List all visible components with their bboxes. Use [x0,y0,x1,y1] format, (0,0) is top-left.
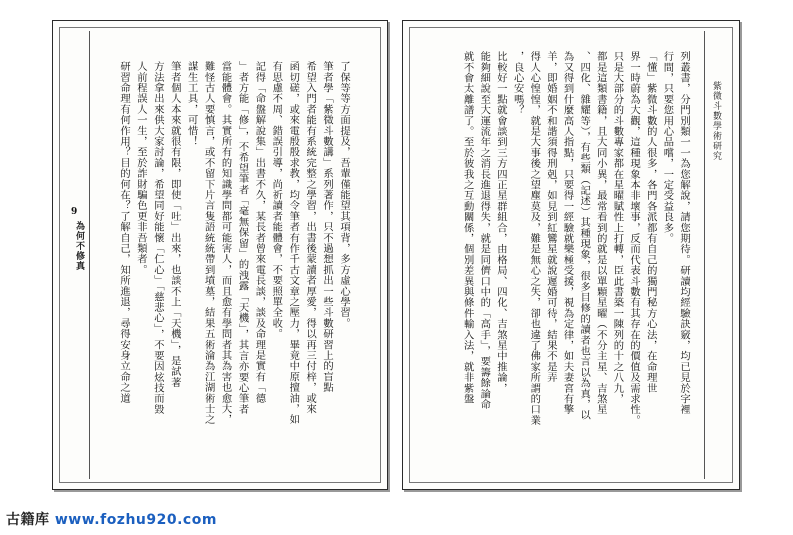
text-column: 列叢書，分門別類一一為您解說，請您期待。研讀均經驗訣竅，均已見於字裡 [678,51,690,415]
text-column: 函切磋，或來電殷殷求教，均令筆者有作千古文章之壓力，畢竟中原擅油，如 [287,61,300,425]
text-column: 界一時蔚為大觀，這種現象本非壞事，反而代表斗數有其存在的價值及需求性。 [628,51,641,426]
site-watermark [6,509,217,529]
text-column: 「懂」紫微斗數的人很多，各門各派都有自己的獨門秘方心法，在命理世 [644,51,657,394]
right-page [402,20,740,490]
text-column: 羊，即婚姻不和諧須得刑剋，如見到紅鸞星就說遲婚可待，結果不是弄 [544,51,557,383]
text-column: 當能體會。其實所有的知識學問都可能害人，而且愈有學問者其為害也愈大， [219,61,232,425]
text-column: 方法拿出來供大家討論，希望同好能懷「仁心」「慈悲心」，不要因炫技而毀 [151,61,164,415]
page-number: 9 [71,207,78,217]
text-column: 有思慮不周、錯誤引導，尚祈讀者能體會，不要照單全收。 [270,61,283,340]
text-column: 記得「命盤解說集」出書不久，某長者曾來電長談，談及命理是實有「德 [253,61,266,404]
text-column: ，良心安嗎？ [511,51,524,116]
text-column: 人前程誤人一生，至於詐財騙色更非吾類者。 [134,61,147,275]
text-column: 得人心惶惶，就是大事後之望塵莫及，難是無心之失，卻也違了佛家所謂的口業 [528,51,541,426]
left-running-title: 為何不修真 [74,221,84,271]
text-column: 、四化、雜耀等），有些類（記述）其種現象，很多目修的讀者也言以為真，以 [578,51,591,421]
watermark-brand: 古籍库 [6,512,50,528]
text-column: 為又得到什麼高人指點，只要得一經驗就樂極受援，視為定律，如夫妻宮有擎 [561,51,574,415]
text-column: 只是大部分的斗數專家都在星曜賦性上打轉，臣此書築一陳列的十之八九， [611,51,624,405]
text-column: 行間，只要您用心品嚐，一定受益良多。 [661,51,674,244]
left-page [52,20,388,490]
left-page-text [117,61,351,459]
text-column: 筆者學「紫微斗數講」系列著作，只不過想抓出一些斗數研習上的盲點 [321,61,334,393]
watermark-url: www.fozhu920.com [54,512,217,528]
text-column: 都是這類書籍，且大同小異，最常看到的就是以單顆星曜（不分主星、吉煞星 [594,51,607,415]
text-column: 難怪古人要慎言，或不留下片言隻語統統帶到墳墓，結果五術淪為江湖術士之 [202,61,215,425]
left-margin-rule [89,31,90,479]
text-column: 能夠細說至大運流年之消長進退得失，就是同儕口中的「高手」，要籌餘論命 [478,51,491,410]
text-column: 研習命理有何作用？目的何在？了解自己，知所進退，尋得安身立命之道 [118,61,131,404]
text-column: 了保等等方面提及，吾輩僅能望其項背，多方虛心學習。 [338,61,350,329]
text-column: 」者方能「修」，不希望筆者「毫無保留」的洩露「天機」，其言亦要心筆者 [236,61,249,415]
right-page-text [461,51,691,453]
text-column: 希望入門者能有系統完整之學習，出書後蒙讀者厚愛，得以再三付梓，或來 [304,61,317,415]
text-column: 就不會太離譜了。至於彼我之互動關係，個別差異與條件輸入法，就非紫盤 [461,51,474,405]
text-column: 筆者個人本來就很有限，即使「吐」出來，也談不上「天機」，是試著 [168,61,181,388]
text-column: 謀生工具，可惜！ [185,61,198,147]
right-margin-rule [704,31,705,479]
text-column: 比較好一點就會談到三方四正星群組合，由格局、四化、吉煞星中推論， [494,51,507,394]
right-running-title: 紫微斗數學術研究 [711,81,721,161]
